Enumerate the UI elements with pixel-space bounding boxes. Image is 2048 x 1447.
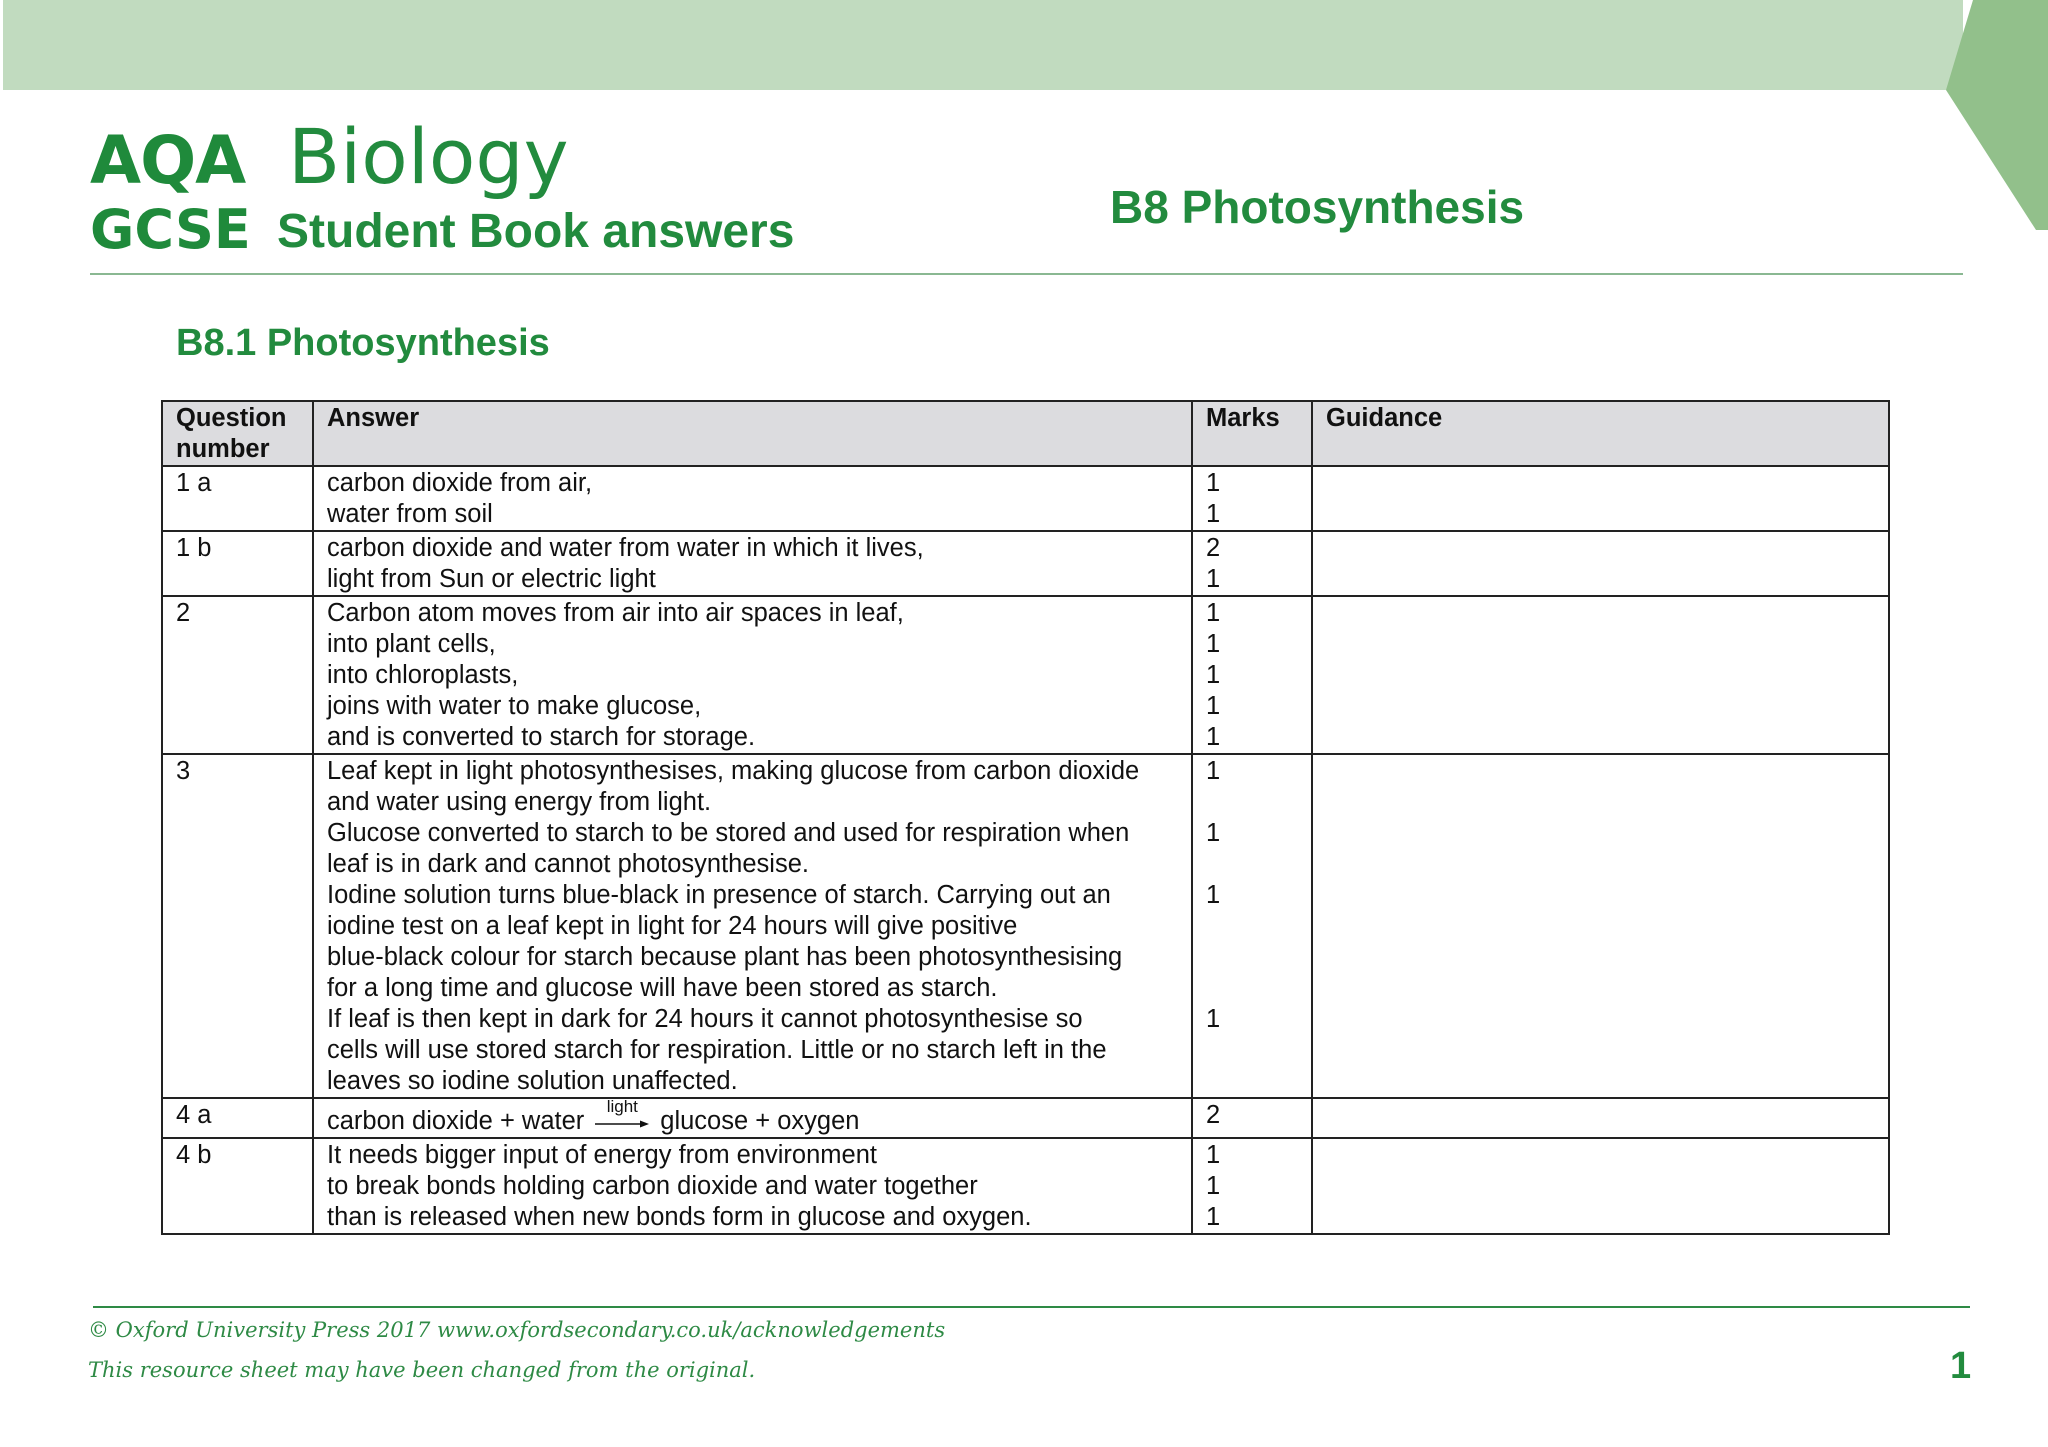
guidance-cell bbox=[1312, 596, 1889, 754]
marks-cell bbox=[1192, 596, 1312, 754]
mark: 1 bbox=[1206, 723, 1221, 751]
answer-line: than is released when new bonds form in glucose and oxygen. bbox=[327, 1203, 1032, 1231]
equation-reactants: carbon dioxide + water bbox=[327, 1107, 585, 1135]
answer-cell bbox=[313, 531, 1192, 596]
answer-line: joins with water to make glucose, bbox=[327, 692, 702, 720]
answer-line: carbon dioxide and water from water in which it lives, bbox=[327, 534, 924, 562]
question-number: 1 a bbox=[162, 466, 313, 531]
logo-aqa: AQA bbox=[90, 122, 246, 199]
table-row bbox=[162, 531, 1889, 596]
marks-cell bbox=[1192, 1138, 1312, 1234]
arrow-icon bbox=[594, 1119, 650, 1129]
col-header-question-line: number bbox=[176, 435, 270, 463]
mark-spacer bbox=[1206, 973, 1299, 1004]
answer-line: carbon dioxide from air, bbox=[327, 469, 593, 497]
answer-cell bbox=[313, 1138, 1192, 1234]
page-number: 1 bbox=[1950, 1345, 1972, 1387]
logo-biology: Biology bbox=[288, 112, 569, 201]
answer-line: leaf is in dark and cannot photosynthesise. bbox=[327, 850, 809, 878]
answer-line: Carbon atom moves from air into air spaces in leaf, bbox=[327, 599, 904, 627]
marks-cell bbox=[1192, 531, 1312, 596]
table-header-row bbox=[162, 401, 1889, 466]
table-row bbox=[162, 466, 1889, 531]
mark: 1 bbox=[1206, 1172, 1221, 1200]
mark-spacer bbox=[1206, 787, 1299, 818]
table-row bbox=[162, 754, 1889, 1098]
answer-cell bbox=[313, 466, 1192, 531]
guidance-cell bbox=[1312, 466, 1889, 531]
answer-line: for a long time and glucose will have been stored as starch. bbox=[327, 974, 998, 1002]
mark: 1 bbox=[1206, 661, 1221, 689]
marks-cell bbox=[1192, 1098, 1312, 1138]
answer-line: blue‑black colour for starch because plant has been photosynthesising bbox=[327, 943, 1123, 971]
mark: 1 bbox=[1206, 819, 1221, 847]
mark: 1 bbox=[1206, 565, 1221, 593]
table-row bbox=[162, 1098, 1889, 1138]
mark: 1 bbox=[1206, 469, 1221, 497]
section-title: B8.1 Photosynthesis bbox=[176, 322, 550, 364]
answer-line: Iodine solution turns blue‑black in presence of starch. Carrying out an bbox=[327, 881, 1111, 909]
guidance-cell bbox=[1312, 1138, 1889, 1234]
answer-cell bbox=[313, 754, 1192, 1098]
mark: 1 bbox=[1206, 881, 1221, 909]
reaction-arrow bbox=[594, 1097, 650, 1137]
logo-subtitle: Student Book answers bbox=[277, 205, 795, 258]
logo-gcse: GCSE bbox=[90, 198, 251, 261]
col-header-guidance: Guidance bbox=[1312, 401, 1889, 466]
answer-line: into chloroplasts, bbox=[327, 661, 519, 689]
guidance-cell bbox=[1312, 1098, 1889, 1138]
guidance-cell bbox=[1312, 754, 1889, 1098]
mark: 1 bbox=[1206, 757, 1221, 785]
answer-cell bbox=[313, 1098, 1192, 1138]
answer-line: Glucose converted to starch to be stored and used for respiration when bbox=[327, 819, 1130, 847]
corner-decoration bbox=[1888, 0, 2048, 232]
mark: 1 bbox=[1206, 599, 1221, 627]
mark-spacer bbox=[1206, 849, 1299, 880]
answer-line: It needs bigger input of energy from environment bbox=[327, 1141, 877, 1169]
arrow-condition: light bbox=[606, 1097, 638, 1116]
table-row bbox=[162, 1138, 1889, 1234]
col-header-question-line: Question bbox=[176, 404, 287, 432]
table-row bbox=[162, 596, 1889, 754]
mark: 1 bbox=[1206, 1141, 1221, 1169]
mark-spacer bbox=[1206, 942, 1299, 973]
mark: 2 bbox=[1206, 1101, 1221, 1129]
mark: 1 bbox=[1206, 1203, 1221, 1231]
answer-line: leaves so iodine solution unaffected. bbox=[327, 1067, 738, 1095]
mark: 1 bbox=[1206, 1005, 1221, 1033]
answer-line: If leaf is then kept in dark for 24 hours it cannot photosynthesise so bbox=[327, 1005, 1083, 1033]
col-header-marks: Marks bbox=[1192, 401, 1312, 466]
marks-cell bbox=[1192, 466, 1312, 531]
answer-line: light from Sun or electric light bbox=[327, 565, 656, 593]
answer-line: to break bonds holding carbon dioxide and water together bbox=[327, 1172, 978, 1200]
mark: 1 bbox=[1206, 692, 1221, 720]
mark: 1 bbox=[1206, 630, 1221, 658]
question-number: 4 a bbox=[162, 1098, 313, 1138]
answer-line: into plant cells, bbox=[327, 630, 496, 658]
chapter-title: B8 Photosynthesis bbox=[1110, 181, 1525, 233]
answer-line: iodine test on a leaf kept in light for 24 hours will give positive bbox=[327, 912, 1018, 940]
header-divider bbox=[90, 273, 1963, 275]
answer-line: water from soil bbox=[327, 500, 493, 528]
answers-table bbox=[161, 400, 1890, 1235]
answer-line: and water using energy from light. bbox=[327, 788, 712, 816]
question-number: 1 b bbox=[162, 531, 313, 596]
footer-divider bbox=[93, 1306, 1970, 1308]
mark-spacer bbox=[1206, 911, 1299, 942]
guidance-cell bbox=[1312, 531, 1889, 596]
equation-products: glucose + oxygen bbox=[660, 1107, 860, 1135]
question-number: 4 b bbox=[162, 1138, 313, 1234]
question-number: 3 bbox=[162, 754, 313, 1098]
marks-cell bbox=[1192, 754, 1312, 1098]
mark: 1 bbox=[1206, 500, 1221, 528]
answer-line: and is converted to starch for storage. bbox=[327, 723, 756, 751]
answer-line: Leaf kept in light photosynthesises, making glucose from carbon dioxide bbox=[327, 757, 1140, 785]
question-number: 2 bbox=[162, 596, 313, 754]
footer-note: This resource sheet may have been changed from the original. bbox=[88, 1358, 756, 1382]
word-equation bbox=[327, 1097, 860, 1137]
answer-line: cells will use stored starch for respiration. Little or no starch left in the bbox=[327, 1036, 1107, 1064]
footer-copyright: © Oxford University Press 2017 www.oxfordsecondary.co.uk/acknowledgements bbox=[88, 1318, 946, 1342]
mark: 2 bbox=[1206, 534, 1221, 562]
col-header-question bbox=[162, 401, 313, 466]
answer-cell bbox=[313, 596, 1192, 754]
col-header-answer: Answer bbox=[313, 401, 1192, 466]
header-band bbox=[3, 0, 1963, 90]
